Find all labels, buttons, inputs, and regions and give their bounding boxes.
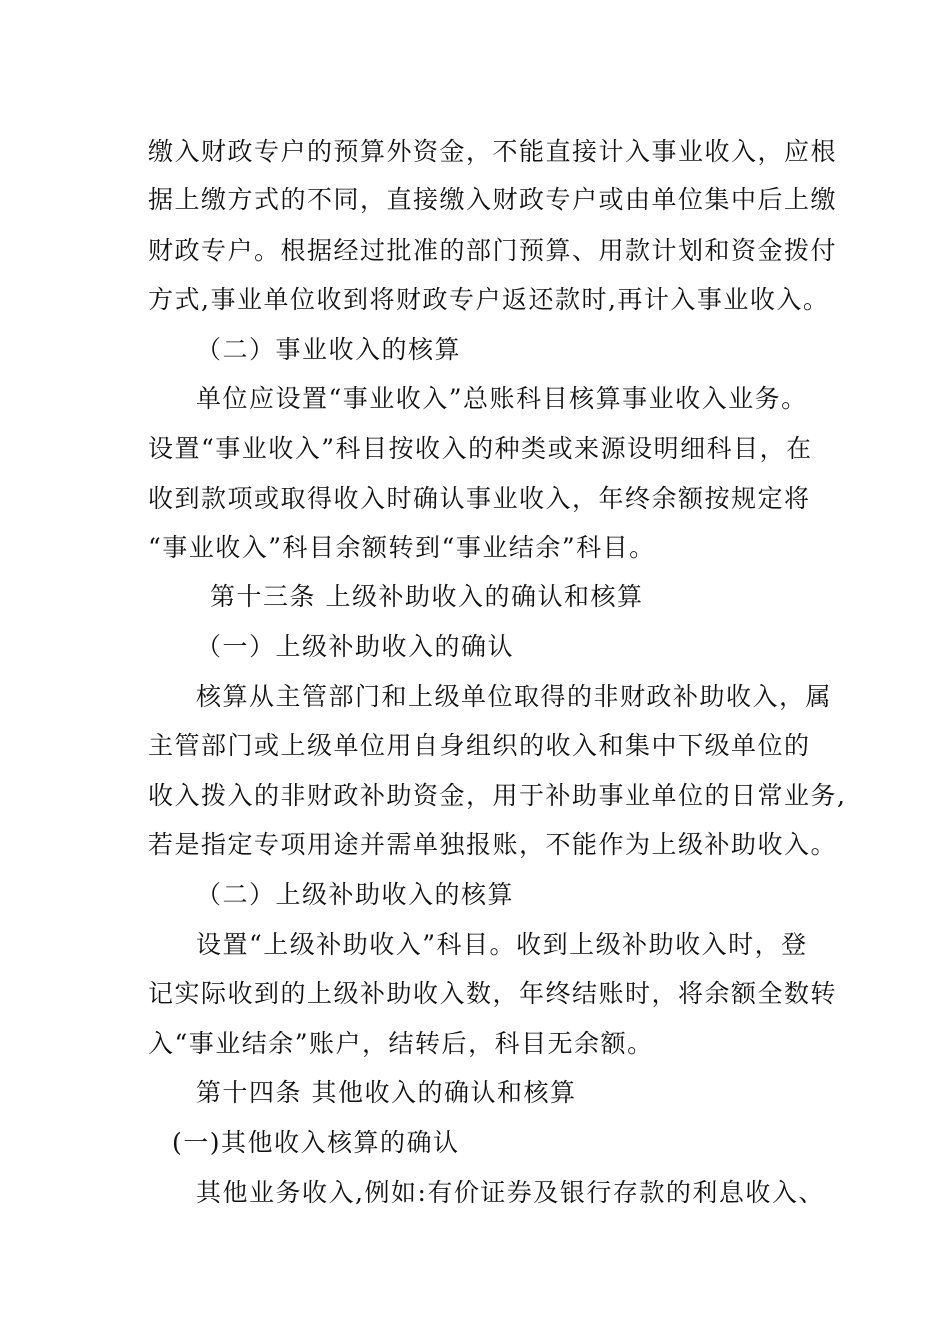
text-line-19: 入“事业结余”账户，结转后，科目无余额。 [148, 1029, 654, 1058]
text-line-1: 缴入财政专户的预算外资金，不能直接计入事业收入，应根 [148, 137, 838, 166]
text-line-9: “事业收入”科目余额转到“事业结余”科目。 [148, 533, 656, 562]
text-line-7: 设置“事业收入”科目按收入的种类或来源设明细科目，在 [148, 434, 813, 463]
text-line-14: 收入拨入的非财政补助资金，用于补助事业单位的日常业务, [148, 781, 847, 810]
text-line-12: 核算从主管部门和上级单位取得的非财政补助收入，属 [196, 682, 833, 711]
section-heading-13-1: （一）上级补助收入的确认 [196, 632, 515, 661]
text-line-22: 其他业务收入,例如:有价证券及银行存款的利息收入、 [196, 1178, 825, 1207]
section-heading-2: （二）事业收入的核算 [196, 335, 462, 364]
text-line-3: 财政专户。根据经过批准的部门预算、用款计划和资金拨付 [148, 236, 838, 265]
article-14-heading: 第十四条 其他收入的确认和核算 [196, 1078, 577, 1107]
text-line-4: 方式,事业单位收到将财政专户返还款时,再计入事业收入。 [148, 285, 830, 314]
text-line-2: 据上缴方式的不同，直接缴入财政专户或由单位集中后上缴 [148, 185, 838, 214]
section-heading-14-1: (一)其他收入核算的确认 [172, 1128, 460, 1157]
text-line-17: 设置“上级补助收入”科目。收到上级补助收入时，登 [196, 930, 808, 959]
text-line-15: 若是指定专项用途并需单独报账，不能作为上级补助收入。 [148, 830, 838, 859]
article-13-heading: 第十三条 上级补助收入的确认和核算 [210, 582, 644, 611]
section-heading-13-2: （二）上级补助收入的核算 [196, 880, 515, 909]
text-line-13: 主管部门或上级单位用自身组织的收入和集中下级单位的 [148, 731, 811, 760]
text-line-6: 单位应设置“事业收入”总账科目核算事业收入业务。 [196, 384, 808, 413]
text-line-18: 记实际收到的上级补助收入数，年终结账时，将余额全数转 [148, 979, 838, 1008]
text-line-8: 收到款项或取得收入时确认事业收入，年终余额按规定将 [148, 484, 811, 513]
